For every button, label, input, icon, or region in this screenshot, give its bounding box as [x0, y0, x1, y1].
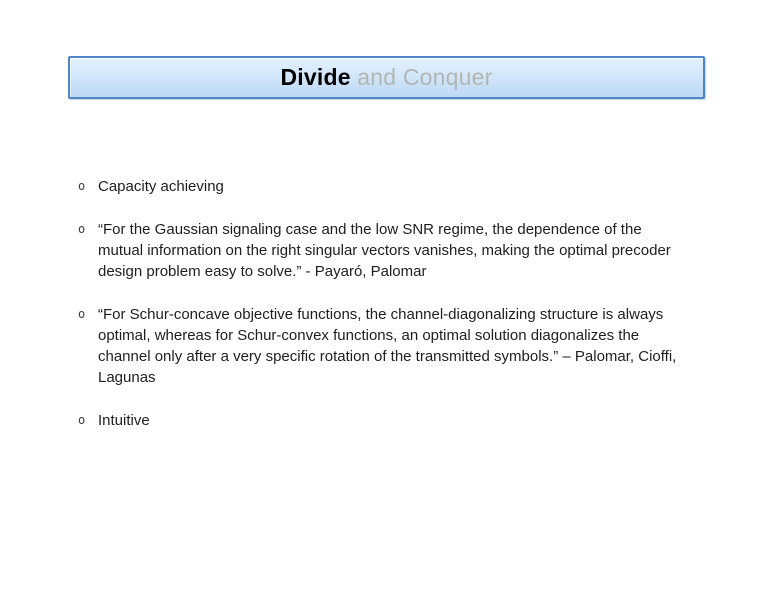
slide-title-banner [68, 56, 705, 99]
bullet-item-capacity [78, 176, 678, 197]
bullet-text: “For Schur-concave objective functions, the channel-diagonalizing structure is always optimal, whereas for Schur-convex functions, an optimal solution diagonalizes the channel only after a very specific rotation of the transmitted symbols.” – Palomar, Cioffi, Lagunas [98, 306, 677, 386]
bullet-circle-icon: o [78, 413, 86, 427]
bullet-list [78, 176, 678, 431]
slide-title-emphasis: Divide [280, 64, 351, 90]
slide-title-rest: and Conquer [350, 64, 493, 90]
bullet-item-payaro-quote [78, 219, 678, 282]
bullet-circle-icon: o [78, 222, 86, 236]
slide-body [78, 176, 678, 453]
bullet-item-palomar-quote [78, 304, 678, 388]
bullet-text: Capacity achieving [98, 178, 224, 195]
bullet-circle-icon: o [78, 179, 86, 193]
bullet-text: Intuitive [98, 412, 150, 429]
bullet-text: “For the Gaussian signaling case and the low SNR regime, the dependence of the mutual information on the right singular vectors vanishes, making the optimal precoder design problem easy to solve.” - Payaró, Palomar [98, 221, 671, 280]
bullet-circle-icon: o [78, 307, 86, 321]
slide-title [280, 64, 492, 91]
bullet-item-intuitive [78, 410, 678, 431]
